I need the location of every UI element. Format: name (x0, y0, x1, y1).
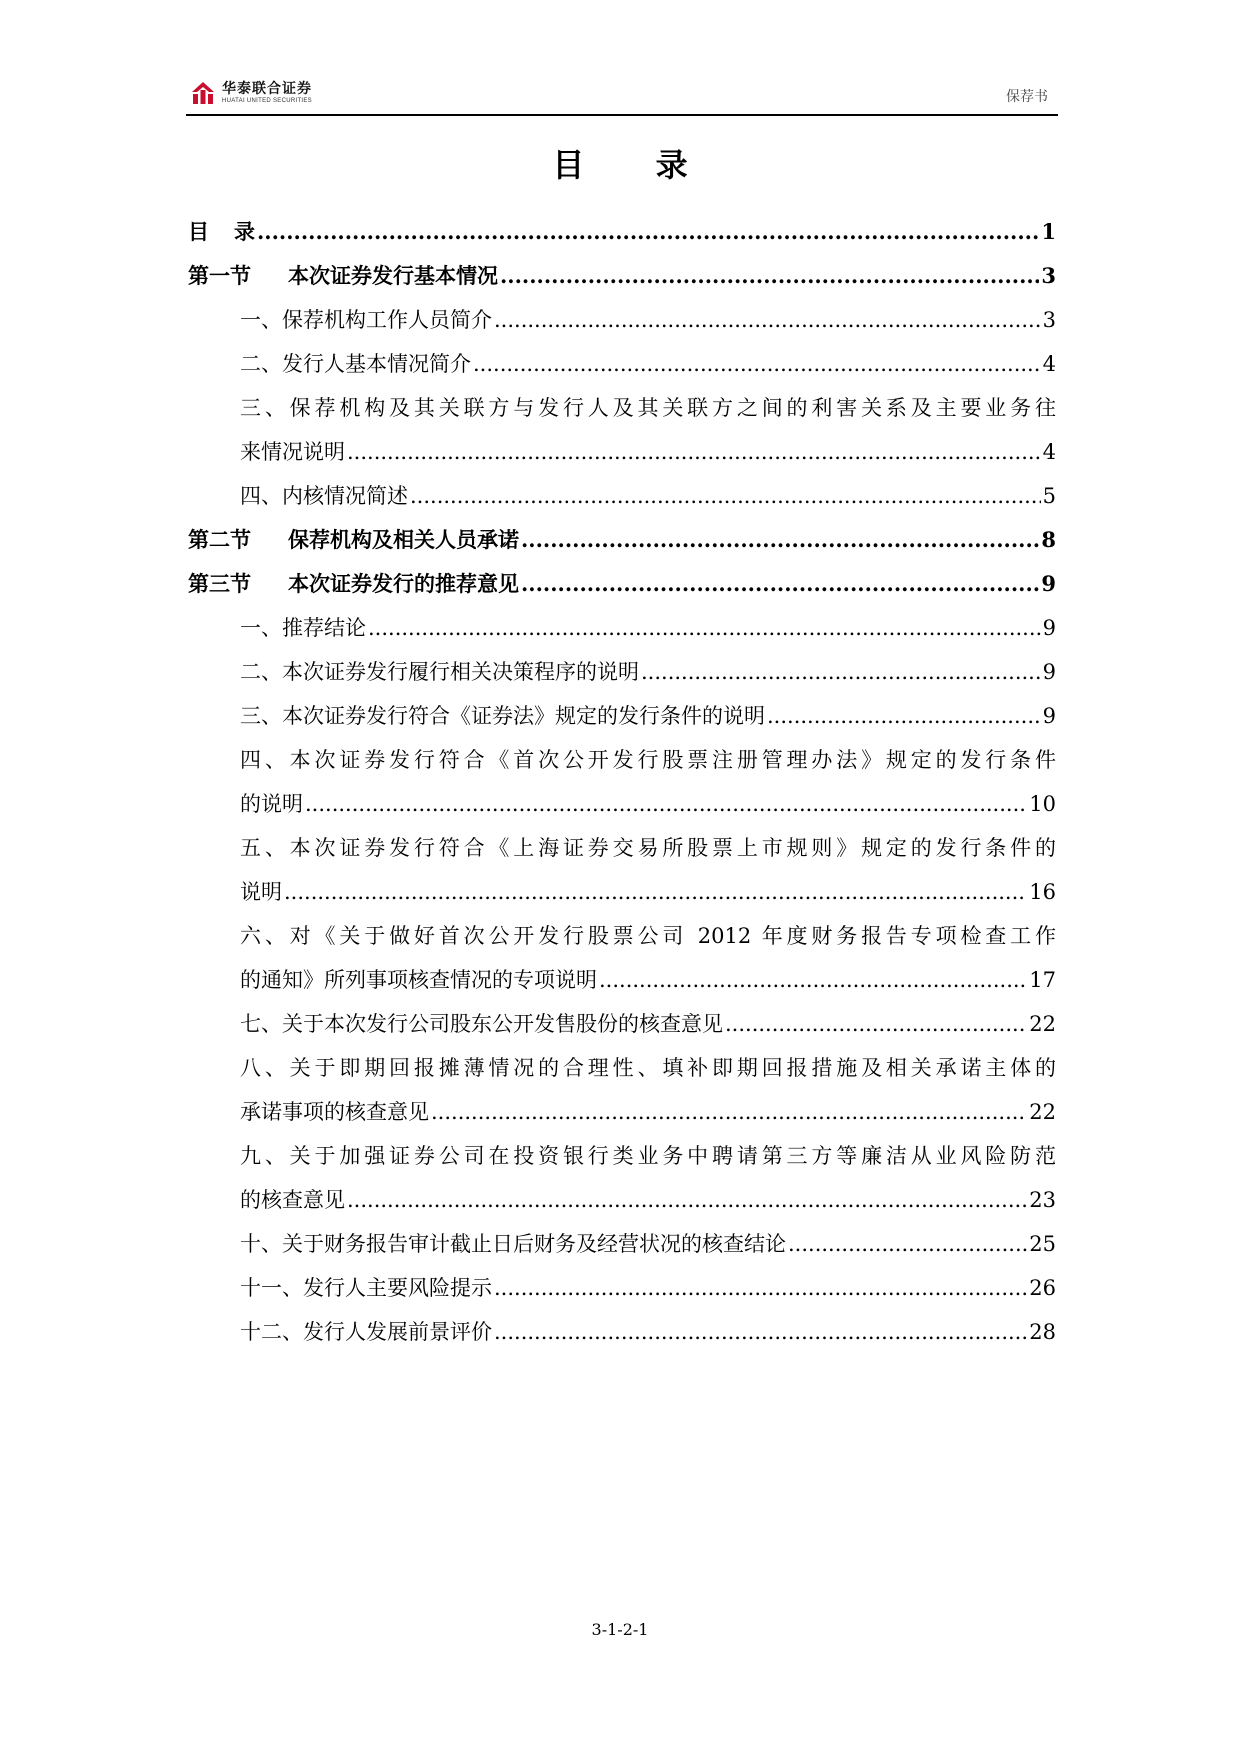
toc-entry-label: 保荐机构及相关人员承诺 (288, 527, 519, 552)
toc-entry[interactable] (188, 254, 1056, 298)
toc-leader-dots (788, 1222, 1027, 1266)
toc-entry-label: 承诺事项的核查意见 (240, 1100, 429, 1124)
toc-entry-page: 22 (1029, 1100, 1056, 1124)
toc-entry-page: 28 (1029, 1320, 1056, 1344)
toc-entry[interactable] (188, 210, 1056, 254)
toc-entry-page: 10 (1029, 792, 1056, 816)
toc-entry-page: 9 (1042, 660, 1056, 684)
toc-entry-label: 四、内核情况简述 (240, 484, 408, 508)
toc-entry-page: 9 (1042, 616, 1056, 640)
toc-entry-page: 16 (1029, 880, 1056, 904)
toc-leader-dots (725, 1002, 1027, 1046)
toc-leader-dots (521, 518, 1039, 562)
toc-section-number: 目 (188, 219, 209, 244)
toc-entry-label: 录 (234, 219, 255, 244)
toc-entry-label: 来情况说明 (240, 440, 345, 464)
toc-entry-label: 本次证券发行基本情况 (288, 263, 498, 288)
toc-entry-page: 4 (1042, 440, 1056, 464)
toc-entry[interactable] (188, 298, 1056, 342)
toc-entry-label: 的核查意见 (240, 1188, 345, 1212)
toc-section-number: 第三节 (188, 571, 251, 596)
toc-entry-label: 本次证券发行的推荐意见 (288, 571, 519, 596)
toc-entry[interactable] (188, 738, 1056, 826)
toc-entry-page: 3 (1042, 308, 1056, 332)
toc-leader-dots (494, 1310, 1027, 1354)
toc-entry[interactable] (188, 386, 1056, 474)
logo-english-text: HUATAI UNITED SECURITIES (222, 98, 312, 104)
toc-entry-page: 5 (1042, 484, 1056, 508)
toc-entry[interactable] (188, 914, 1056, 1002)
toc-section-number: 第二节 (188, 527, 251, 552)
toc-entry-label: 的通知》所列事项核查情况的专项说明 (240, 968, 597, 992)
toc-leader-dots (641, 650, 1041, 694)
toc-entry-page: 9 (1042, 704, 1056, 728)
toc-leader-dots (347, 430, 1041, 474)
toc-entry[interactable] (188, 1134, 1056, 1222)
toc-leader-dots (347, 1178, 1027, 1222)
toc-entry-page: 3 (1041, 263, 1056, 288)
toc-entry-label: 十一、发行人主要风险提示 (240, 1276, 492, 1300)
toc-entry-label-line1: 三、保荐机构及其关联方与发行人及其关联方之间的利害关系及主要业务往 (240, 396, 1056, 420)
toc-entry-page: 23 (1029, 1188, 1056, 1212)
toc-entry-page: 22 (1029, 1012, 1056, 1036)
toc-entry-label: 一、保荐机构工作人员简介 (240, 308, 492, 332)
toc-entry-label-line1: 九、关于加强证券公司在投资银行类业务中聘请第三方等廉洁从业风险防范 (240, 1144, 1056, 1168)
toc-leader-dots (494, 1266, 1027, 1310)
toc-entry-page: 8 (1041, 527, 1056, 552)
toc-entry[interactable] (188, 1310, 1056, 1354)
toc-leader-dots (494, 298, 1041, 342)
toc-leader-dots (521, 562, 1039, 606)
toc-entry[interactable] (188, 342, 1056, 386)
toc-entry[interactable] (188, 1222, 1056, 1266)
toc-entry-label: 一、推荐结论 (240, 616, 366, 640)
toc-section-number: 第一节 (188, 263, 251, 288)
toc-entry-page: 17 (1029, 968, 1056, 992)
toc-leader-dots (284, 870, 1027, 914)
huatai-logo-icon (190, 80, 216, 106)
toc-entry-page: 25 (1029, 1232, 1056, 1256)
toc-entry-label-line1: 八、关于即期回报摊薄情况的合理性、填补即期回报措施及相关承诺主体的 (240, 1056, 1056, 1080)
toc-leader-dots (500, 254, 1039, 298)
logo-chinese-text: 华泰联合证券 (222, 81, 312, 97)
toc-entry[interactable] (188, 1266, 1056, 1310)
toc-entry-page: 26 (1029, 1276, 1056, 1300)
toc-entry[interactable] (188, 826, 1056, 914)
toc-leader-dots (368, 606, 1041, 650)
toc-leader-dots (305, 782, 1027, 826)
toc-leader-dots (767, 694, 1041, 738)
toc-entry-label: 二、本次证券发行履行相关决策程序的说明 (240, 660, 639, 684)
toc-leader-dots (410, 474, 1041, 518)
company-logo (190, 80, 312, 106)
toc-entry-page: 1 (1041, 219, 1056, 244)
table-of-contents (188, 210, 1056, 1354)
toc-entry-page: 9 (1041, 571, 1056, 596)
toc-entry[interactable] (188, 474, 1056, 518)
toc-entry-label: 十二、发行人发展前景评价 (240, 1320, 492, 1344)
toc-leader-dots (473, 342, 1041, 386)
header-doc-type: 保荐书 (1006, 89, 1048, 105)
toc-entry-label: 七、关于本次发行公司股东公开发售股份的核查意见 (240, 1012, 723, 1036)
toc-entry[interactable] (188, 694, 1056, 738)
toc-leader-dots (257, 210, 1039, 254)
toc-entry[interactable] (188, 518, 1056, 562)
toc-leader-dots (599, 958, 1027, 1002)
toc-entry[interactable] (188, 1002, 1056, 1046)
toc-entry[interactable] (188, 1046, 1056, 1134)
toc-entry-label: 三、本次证券发行符合《证券法》规定的发行条件的说明 (240, 704, 765, 728)
page-header (186, 78, 1058, 116)
toc-entry[interactable] (188, 606, 1056, 650)
toc-entry-label: 二、发行人基本情况简介 (240, 352, 471, 376)
toc-entry-label: 的说明 (240, 792, 303, 816)
toc-entry[interactable] (188, 562, 1056, 606)
toc-entry-label: 说明 (240, 880, 282, 904)
toc-entry-label-line1: 五、本次证券发行符合《上海证券交易所股票上市规则》规定的发行条件的 (240, 836, 1056, 860)
toc-leader-dots (431, 1090, 1027, 1134)
page-number: 3-1-2-1 (591, 1620, 649, 1639)
toc-entry-page: 4 (1042, 352, 1056, 376)
toc-entry-label-line1: 六、对《关于做好首次公开发行股票公司 2012 年度财务报告专项检查工作 (240, 924, 1056, 948)
toc-entry[interactable] (188, 650, 1056, 694)
toc-entry-label: 十、关于财务报告审计截止日后财务及经营状况的核查结论 (240, 1232, 786, 1256)
page-title: 目 录 (552, 146, 718, 184)
toc-entry-label-line1: 四、本次证券发行符合《首次公开发行股票注册管理办法》规定的发行条件 (240, 748, 1056, 772)
